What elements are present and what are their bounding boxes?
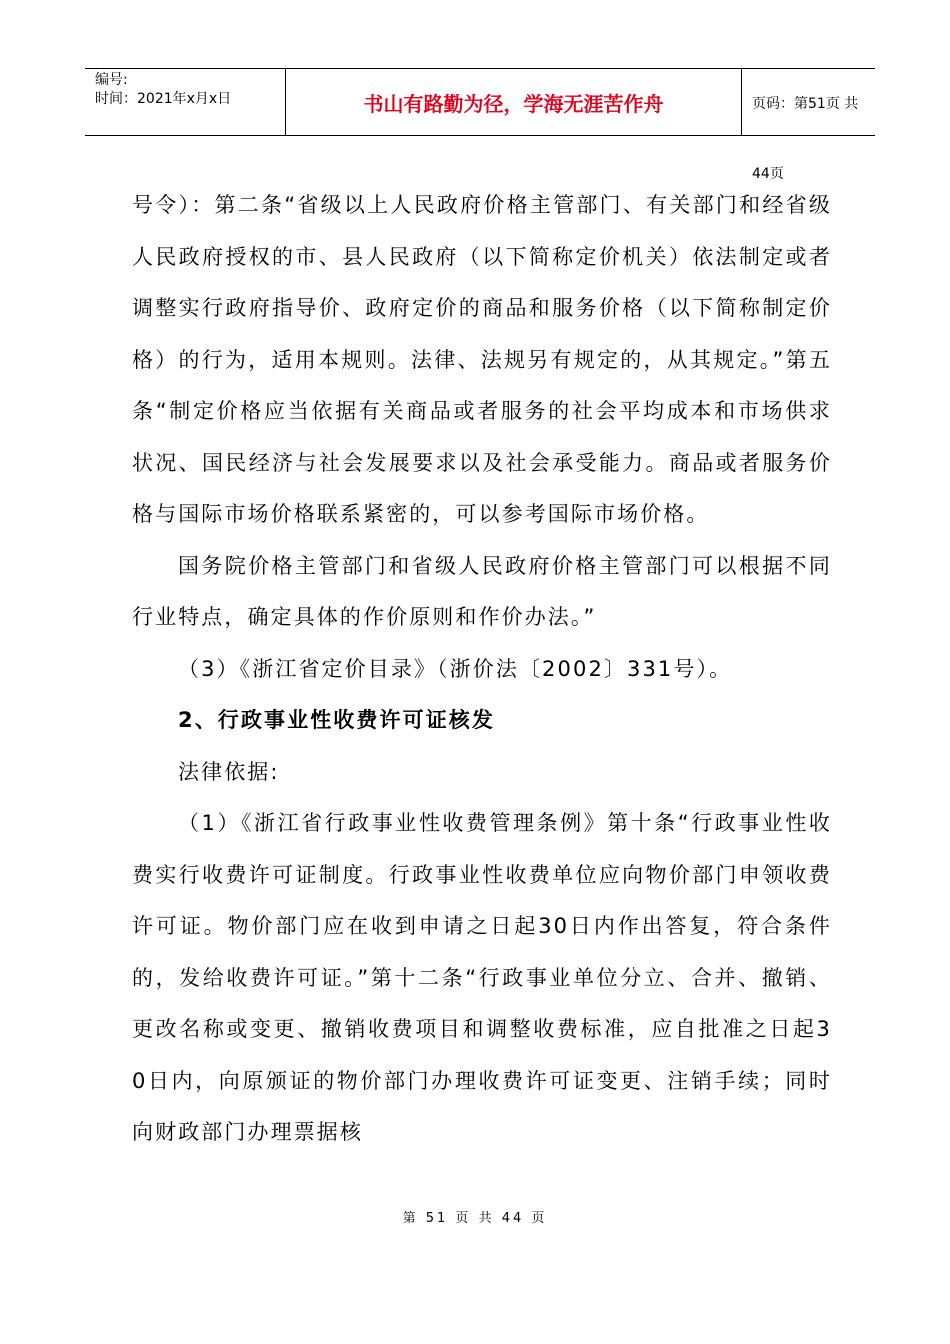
document-body [132,180,832,1159]
body-paragraph: 法律依据: [178,759,280,784]
page-footer: 第 51 页 共 44 页 [402,1211,548,1226]
body-paragraph: （3）《浙江省定价目录》（浙价法〔2002〕331号）。 [178,656,733,681]
body-paragraph: 国务院价格主管部门和省级人民政府价格主管部门可以根据不同行业特点，确定具体的作价原则和作价办法。” [132,553,832,629]
document-number-label: 编号: [95,72,128,88]
section-heading: 2、行政事业性收费许可证核发 [178,708,496,732]
body-paragraph: （1）《浙江省行政事业性收费管理条例》第十条“行政事业性收费实行收费许可证制度。行政事业性收费单位应向物价部门申领收费许可证。物价部门应在收到申请之日起30日内作出答复，符合条件的，发给收费许可证。”第十二条“行政事业单位分立、合并、撤销、更改名称或变更、撤销收费项目和调整收费标准，应自批准之日起30日内，向原颁证的物价部门办理收费许可证变更、注销手续；同时向财政部门办理票据核 [132,811,832,1144]
document-time: 时间：2021年x月x日 [95,91,232,107]
page-header [85,68,875,182]
header-meta [85,69,285,135]
header-page-code: 页码：第51页 共44页 [752,96,859,182]
header-motto: 书山有路勤为径，学海无涯苦作舟 [285,69,742,135]
body-paragraph: 号令）：第二条“省级以上人民政府价格主管部门、有关部门和经省级人民政府授权的市、县人民政府（以下简称定价机关）依法制定或者调整实行政府指导价、政府定价的商品和服务价格（以下简称制定价格）的行为，适用本规则。法律、法规另有规定的，从其规定。”第五条“制定价格应当依据有关商品或者服务的社会平均成本和市场供求状况、国民经济与社会发展要求以及社会承受能力。商品或者服务价格与国际市场价格联系紧密的，可以参考国际市场价格。 [132,193,832,526]
